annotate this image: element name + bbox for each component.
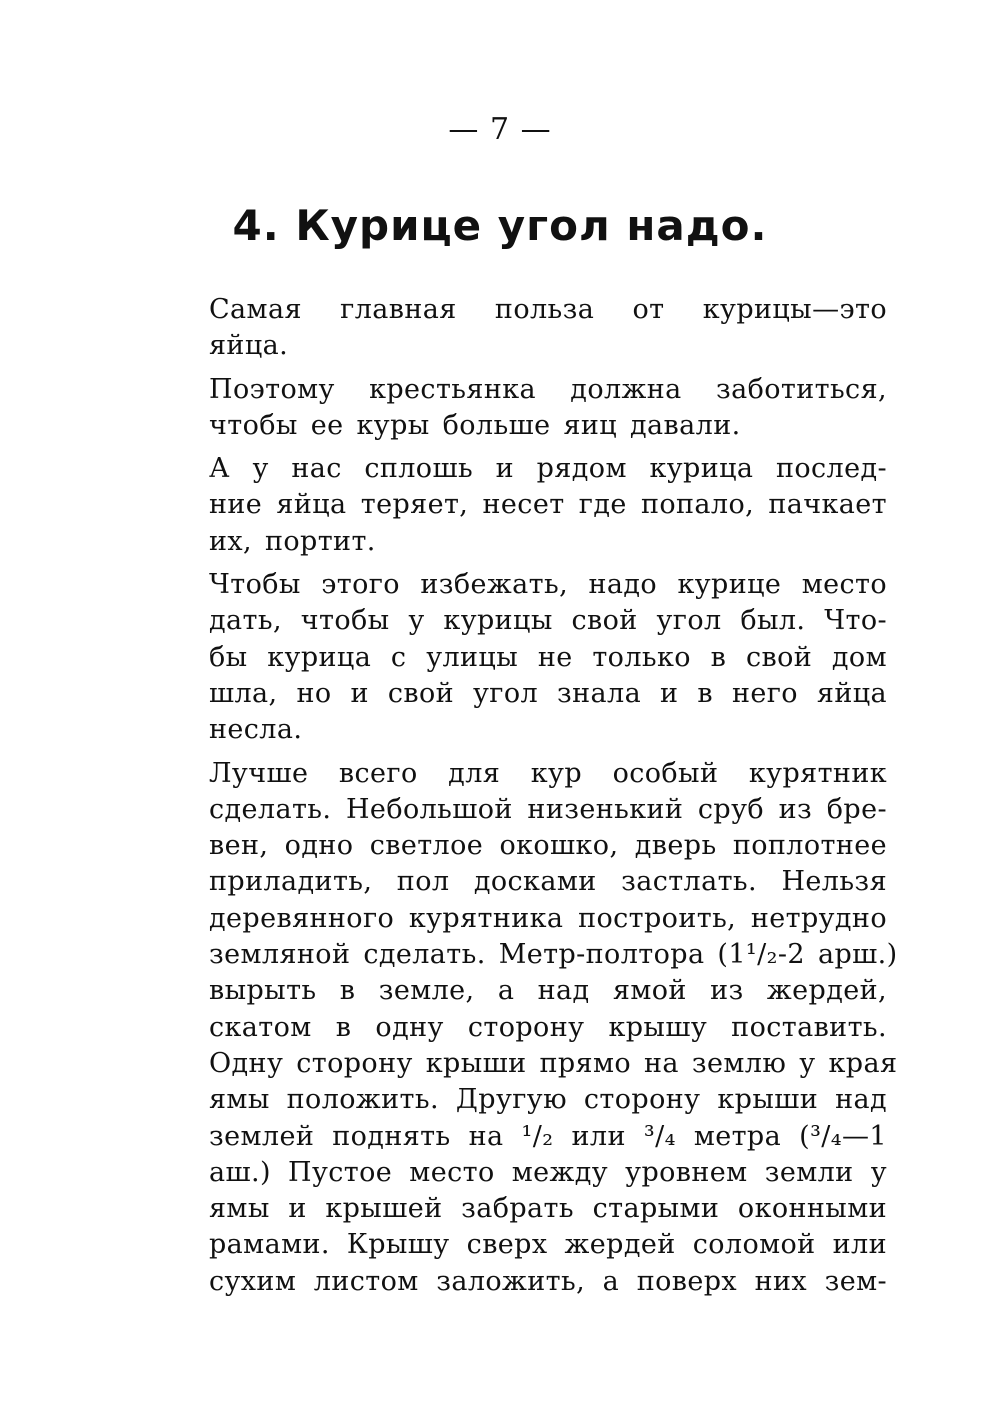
- text-line: ямы и крышей забрать старыми оконными: [209, 1193, 887, 1225]
- chapter-title: 4. Курице угол надо.: [232, 201, 768, 250]
- text-line: земляной сделать. Метр-полтора (1¹/₂-2 арш.): [209, 939, 898, 971]
- text-line: чтобы ее куры больше яиц давали.: [209, 409, 741, 441]
- text-line: приладить, пол досками застлать. Нельзя: [209, 866, 887, 898]
- text-line: деревянного курятника построить, нетрудно: [209, 902, 887, 934]
- paragraph: [155, 292, 887, 365]
- text-line: их, портит.: [209, 525, 376, 557]
- text-line: вырыть в земле, а над ямой из жердей,: [209, 975, 887, 1007]
- paragraph: [155, 372, 887, 445]
- text-line: шла, но и свой угол знала и в него яйца: [209, 677, 887, 709]
- text-line: Поэтому крестьянка должна заботиться,: [209, 373, 887, 405]
- text-line: Чтобы этого избежать, надо курице место: [209, 569, 887, 601]
- text-line: несла.: [209, 714, 303, 746]
- text-line: ние яйца теряет, несет где попало, пачкает: [209, 489, 887, 521]
- text-line: Самая главная польза от курицы—это: [209, 294, 887, 325]
- text-line: А у нас сплошь и рядом курица послед-: [209, 453, 887, 485]
- text-line: бы курица с улицы не только в свой дом: [209, 641, 887, 673]
- text-line: скатом в одну сторону крышу поставить.: [209, 1011, 887, 1043]
- text-line: Одну сторону крыши прямо на землю у края: [209, 1047, 898, 1079]
- text-line: дать, чтобы у курицы свой угол был. Что-: [209, 605, 887, 637]
- text-line: сухим листом заложить, а поверх них зем-: [209, 1265, 887, 1297]
- body-text: [155, 292, 898, 1307]
- text-line: вен, одно светлое окошко, дверь поплотнее: [209, 830, 887, 862]
- text-line: аш.) Пустое место между уровнем земли у: [209, 1156, 887, 1188]
- paragraph: [155, 756, 898, 1300]
- text-line: землей поднять на ¹/₂ или ³/₄ метра (³/₄—1: [209, 1120, 887, 1152]
- paragraph: [155, 567, 887, 748]
- paragraph: [155, 451, 887, 560]
- page-number: — 7 —: [448, 112, 552, 147]
- text-line: Лучше всего для кур особый курятник: [209, 757, 887, 789]
- text-line: сделать. Небольшой низенький сруб из бре-: [209, 793, 887, 825]
- text-line: рамами. Крышу сверх жердей соломой или: [209, 1229, 887, 1261]
- text-line: ямы положить. Другую сторону крыши над: [209, 1084, 887, 1116]
- text-line: яйца.: [209, 330, 289, 362]
